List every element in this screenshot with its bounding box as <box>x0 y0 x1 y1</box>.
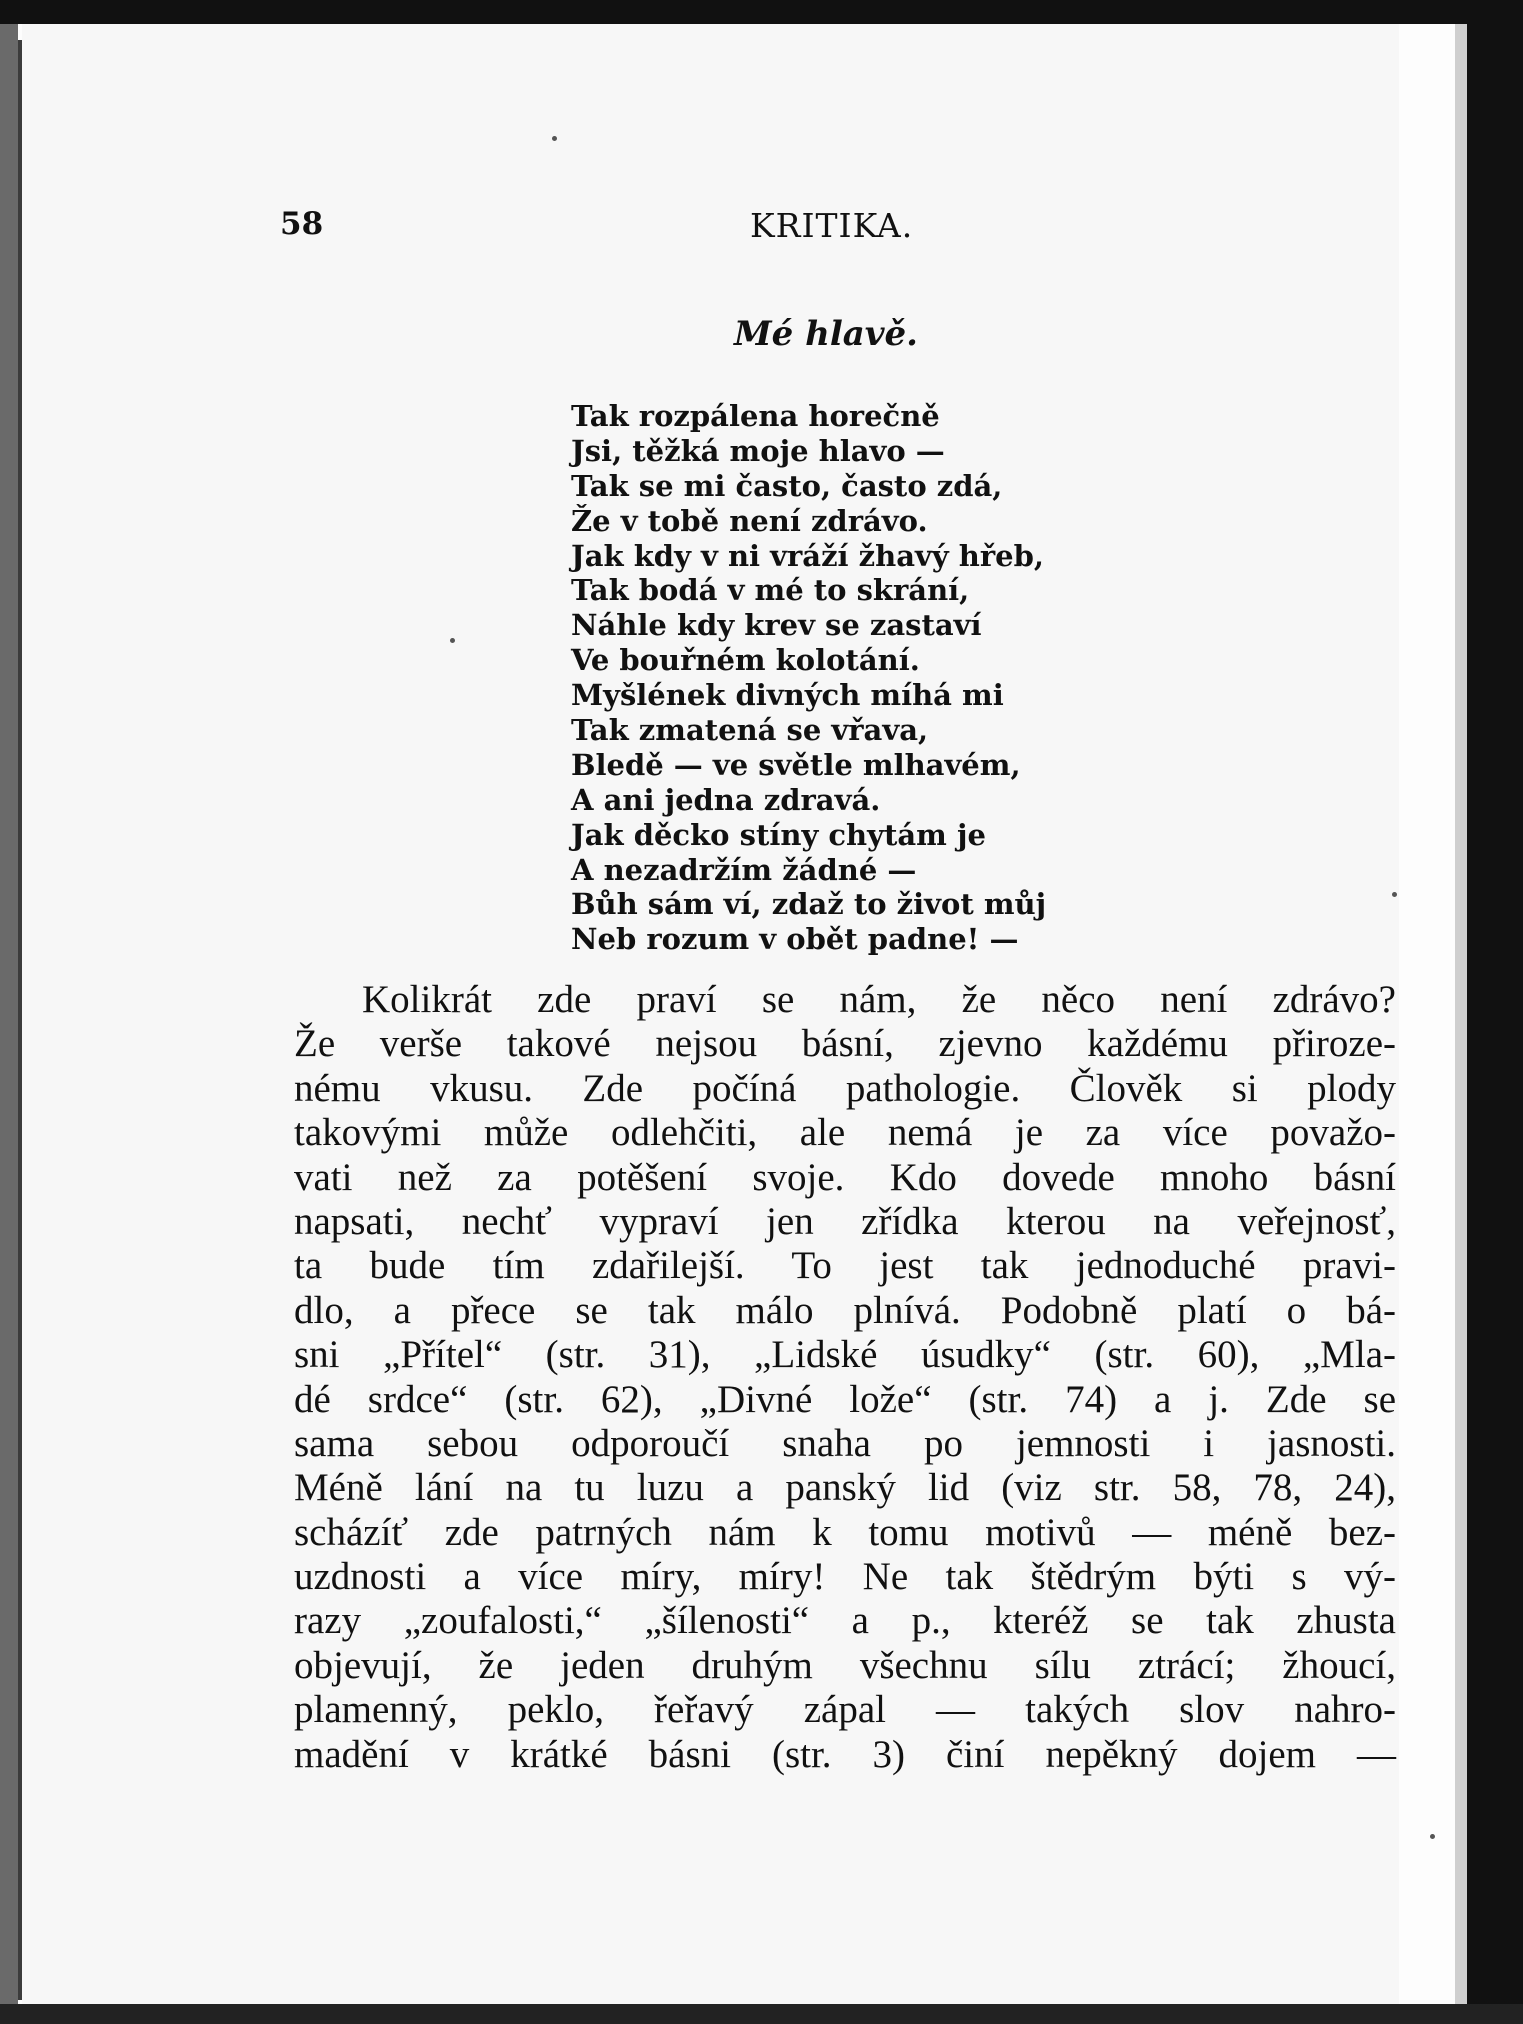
prose-line: dé srdce“ (str. 62), „Divné lože“ (str. 74) a j. Zde se <box>294 1377 1396 1421</box>
poem-title: Mé hlavě. <box>734 314 918 354</box>
poem-line: Bledě — ve světle mlhavém, <box>571 747 1021 782</box>
poem-line: Tak bodá v mé to skrání, <box>571 573 970 608</box>
prose-line: dlo, a přece se tak málo plnívá. Podobně platí o bá- <box>294 1288 1396 1332</box>
prose-line: nému vkusu. Zde počíná pathologie. Člověk si plody <box>294 1066 1396 1110</box>
prose-line: ta bude tím zdařilejší. To jest tak jednoduché pravi- <box>294 1244 1396 1288</box>
commentary-paragraph <box>294 978 1396 1777</box>
prose-line: napsati, nechť vypraví jen zřídka kterou na veřejnosť, <box>294 1199 1396 1243</box>
prose-line: Méně lání na tu luzu a panský lid (viz str. 58, 78, 24), <box>294 1466 1396 1510</box>
poem-line: Tak rozpálena horečně <box>571 399 940 433</box>
poem-line: Že v tobě není zdrávo. <box>571 503 928 538</box>
poem-line: Myšlének divných míhá mi <box>571 678 1004 713</box>
poem-line: Jsi, těžká moje hlavo — <box>571 433 945 468</box>
poem-line: A nezadržím žádné — <box>571 852 917 887</box>
prose-line: sama sebou odporoučí snaha po jemnosti i jasnosti. <box>294 1421 1396 1465</box>
poem-line: Bůh sám ví, zdaž to život můj <box>571 887 1047 922</box>
scan-border-right <box>1467 0 1523 2024</box>
page-edge-shadow <box>1455 24 1467 2024</box>
poem-line: Náhle kdy krev se zastaví <box>571 608 982 643</box>
paper-speck <box>1392 892 1397 897</box>
poem-line: Tak zmatená se vřava, <box>571 713 929 748</box>
prose-line: scházíť zde patrných nám k tomu motivů — méně bez- <box>294 1510 1396 1554</box>
book-page <box>22 24 1399 2004</box>
scan-border-bottom <box>0 2004 1523 2024</box>
poem-line: Jak kdy v ni vráží žhavý hřeb, <box>571 538 1044 573</box>
poem-stanza <box>571 399 1046 957</box>
prose-line: razy „zoufalosti,“ „šílenosti“ a p., kteréž se tak zhusta <box>294 1599 1396 1643</box>
poem-line: Neb rozum v obět padne! — <box>571 922 1019 957</box>
prose-line: madění v krátké básni (str. 3) činí nepěkný dojem — <box>294 1732 1396 1776</box>
poem-line: Ve bouřném kolotání. <box>571 643 920 678</box>
prose-line: takovými může odlehčiti, ale nemá je za více považo- <box>294 1111 1396 1155</box>
poem-line: A ani jedna zdravá. <box>571 782 881 817</box>
page-number: 58 <box>280 206 324 242</box>
scan-border-left <box>0 24 18 2004</box>
poem-line: Tak se mi často, často zdá, <box>571 468 1003 503</box>
prose-line: plamenný, peklo, řeřavý zápal — takých slov nahro- <box>294 1688 1396 1732</box>
scan-border-top <box>0 0 1523 24</box>
prose-line: sni „Přítel“ (str. 31), „Lidské úsudky“ (str. 60), „Mla- <box>294 1333 1396 1377</box>
prose-line: uzdnosti a více míry, míry! Ne tak štědrým býti s vý- <box>294 1555 1396 1599</box>
prose-line: vati než za potěšení svoje. Kdo dovede mnoho básní <box>294 1155 1396 1199</box>
prose-line: Že verše takové nejsou básní, zjevno každému přiroze- <box>294 1022 1396 1066</box>
prose-line: objevují, že jeden druhým všechnu sílu ztrácí; žhoucí, <box>294 1643 1396 1687</box>
paper-speck <box>450 638 455 643</box>
running-head <box>280 206 940 256</box>
paper-speck <box>552 136 557 141</box>
running-title: KRITIKA. <box>750 206 914 245</box>
paper-speck <box>1430 1834 1435 1839</box>
prose-line: Kolikrát zde praví se nám, že něco není zdrávo? <box>362 978 1396 1021</box>
poem-line: Jak děcko stíny chytám je <box>571 817 986 852</box>
